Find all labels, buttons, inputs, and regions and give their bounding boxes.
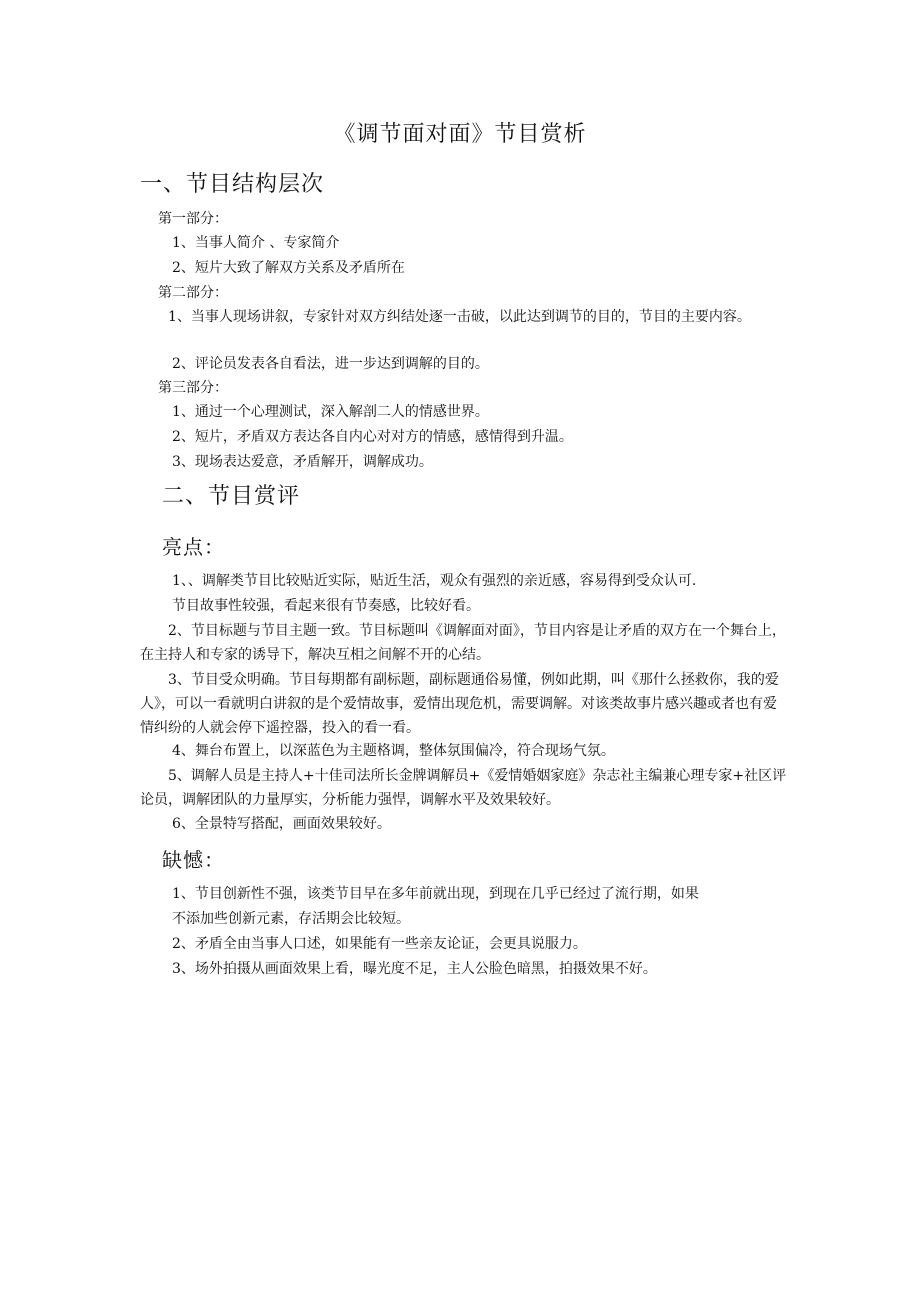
list-item: 5、调解人员是主持人+十佳司法所长金牌调解员+《爱情婚姻家庭》杂志社主编兼心理专家+社区评论员，调解团队的力量厚实，分析能力强悍，调解水平及效果较好。 (140, 768, 787, 808)
page-title: 《调节面对面》节目赏析 (333, 122, 587, 147)
list-item: 1、通过一个心理测试，深入解剖二人的情感世界。 (172, 404, 489, 420)
list-item: 1、当事人简介 、专家简介 (172, 235, 340, 251)
list-item: 2、节目标题与节目主题一致。节目标题叫《调解面对面》，节目内容是让矛盾的双方在一个舞台上，在主持人和专家的诱导下，解决互相之间解不开的心结。 (140, 623, 786, 663)
list-item: 1、、调解类节目比较贴近实际，贴近生活，观众有强烈的亲近感，容易得到受众认可. (172, 573, 697, 589)
section-heading-structure: 一、节目结构层次 (140, 172, 325, 197)
highlights-label: 亮点： (162, 535, 225, 559)
section-heading-review: 二、节目赏评 (162, 484, 301, 509)
list-item-continuation: 节目故事性较强，看起来很有节奏感，比较好看。 (172, 598, 480, 614)
list-item: 3、节目受众明确。节目每期都有副标题，副标题通俗易懂，例如此期，叫《那什么拯救你，我的爱人》，可以一看就明白讲叙的是个爱情故事，爱情出现危机，需要调解。对该类故事片感兴趣或者也有爱情纠纷的人就会停下遥控器，投入的看一看。 (140, 672, 779, 736)
list-item: 3、场外拍摄从画面效果上看，曝光度不足，主人公脸色暗黑，拍摄效果不好。 (172, 961, 657, 977)
list-item: 1、当事人现场讲叙，专家针对双方纠结处逐一击破，以此达到调节的目的，节目的主要内容。 (168, 309, 751, 325)
list-item: 2、短片，矛盾双方表达各自内心对对方的情感，感情得到升温。 (172, 429, 573, 445)
part3-label: 第三部分： (158, 380, 228, 396)
list-item: 6、全景特写搭配，画面效果较好。 (172, 816, 391, 832)
list-item: 3、现场表达爱意，矛盾解开，调解成功。 (172, 454, 433, 470)
list-item: 2、评论员发表各自看法，进一步达到调解的目的。 (172, 356, 489, 372)
list-item: 2、短片大致了解双方关系及矛盾所在 (172, 260, 405, 276)
part2-label: 第二部分： (158, 285, 228, 301)
part1-label: 第一部分： (158, 211, 228, 227)
shortcomings-label: 缺憾： (162, 848, 225, 872)
list-item-continuation: 不添加些创新元素，存活期会比较短。 (172, 911, 410, 927)
list-item: 1、节目创新性不强，该类节目早在多年前就出现，到现在几乎已经过了流行期，如果 (172, 886, 699, 902)
list-item: 2、矛盾全由当事人口述，如果能有一些亲友论证，会更具说服力。 (172, 936, 587, 952)
list-item: 4、舞台布置上，以深蓝色为主题格调，整体氛围偏冷，符合现场气氛。 (172, 743, 615, 759)
